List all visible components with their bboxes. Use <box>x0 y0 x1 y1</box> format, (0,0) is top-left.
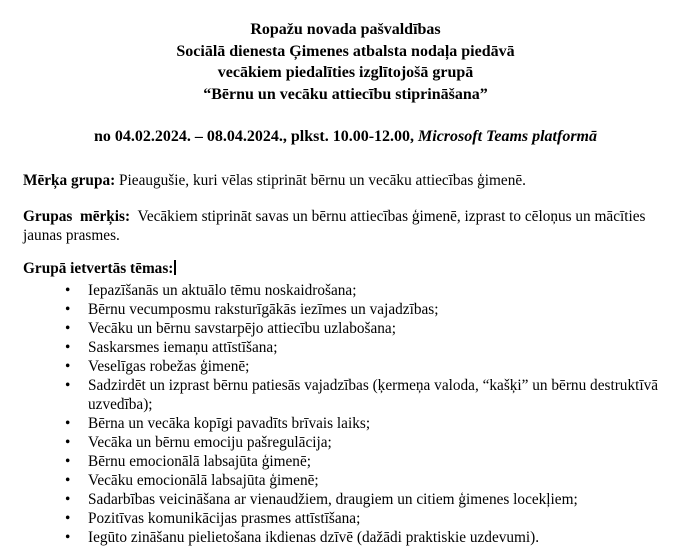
topic-item: • Iegūto zināšanu pielietošana ikdienas dzīvē (dažādi praktiskie uzdevumi). <box>63 528 668 547</box>
target-group-text: Pieaugušie, kuri vēlas stiprināt bērnu un vecāku attiecības ģimenē. <box>115 172 526 189</box>
topics-heading-label: Grupā ietvertās tēmas: <box>23 260 174 277</box>
topic-item: • Bērnu vecumposmu raksturīgākās iezīmes un vajadzības; <box>63 300 668 319</box>
text-cursor <box>174 260 176 275</box>
title-line: vecākiem piedalīties izglītojošā grupā <box>217 64 474 81</box>
topic-item: • Iepazīšanās un aktuālo tēmu noskaidrošana; <box>63 281 668 300</box>
topics-list <box>23 281 668 547</box>
target-group-paragraph <box>23 171 668 190</box>
topic-item: • Vecāka un bērnu emociju pašregulācija; <box>63 433 668 452</box>
topic-item: • Saskarsmes iemaņu attīstīšana; <box>63 338 668 357</box>
topic-item: • Sadarbības veicināšana ar vienaudžiem, draugiem un citiem ģimenes locekļiem; <box>63 490 668 509</box>
group-goal-text: Vecākiem stiprināt savas un bērnu attiecības ģimenē, izprast to cēloņus un mācīties jaunas prasmes. <box>23 208 650 244</box>
document-title <box>23 19 668 105</box>
title-line: Sociālā dienesta Ģimenes atbalsta nodaļa piedāvā <box>176 42 515 60</box>
title-line: Ropažu novada pašvaldības <box>250 21 441 38</box>
group-goal-label: Grupas mērķis: <box>23 208 131 225</box>
title-line: “Bērnu un vecāku attiecību stiprināšana” <box>203 85 488 103</box>
topic-item: • Vecāku un bērnu savstarpējo attiecību uzlabošana; <box>63 319 668 338</box>
topic-item: • Veselīgas robežas ģimenē; <box>63 357 668 376</box>
topic-item: • Pozitīvas komunikācijas prasmes attīstīšana; <box>63 509 668 528</box>
topic-item: • Bērna un vecāka kopīgi pavadīts brīvais laiks; <box>63 414 668 433</box>
schedule-dates: no 04.02.2024. – 08.04.2024., plkst. 10.00-12.00, <box>94 128 419 145</box>
topic-item: • Bērnu emocionālā labsajūta ģimenē; <box>63 452 668 471</box>
group-goal-paragraph <box>23 207 668 245</box>
topics-heading <box>23 259 668 278</box>
schedule-platform: Microsoft Teams platformā <box>418 128 597 145</box>
topic-item: • Sadzirdēt un izprast bērnu patiesās vajadzības (ķermeņa valoda, “kašķi” un bērnu destruktīvā uzvedība); <box>63 376 668 414</box>
schedule-line <box>23 126 668 147</box>
topic-item: • Vecāku emocionālā labsajūta ģimenē; <box>63 471 668 490</box>
target-group-label: Mērķa grupa: <box>23 172 116 189</box>
